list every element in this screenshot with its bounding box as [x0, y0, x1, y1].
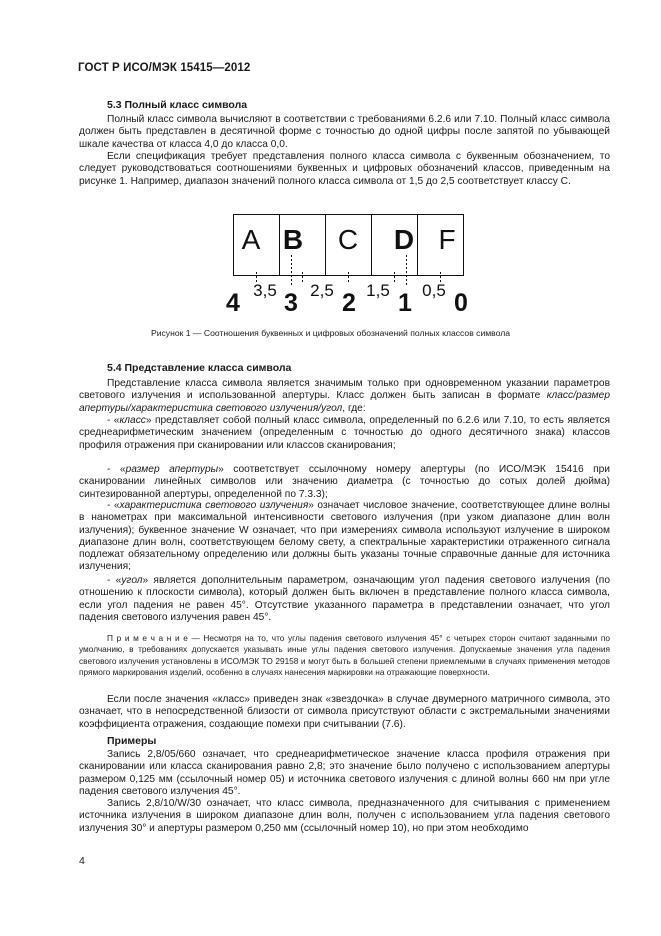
bullet-aperture: - «размер апертуры» соответствует ссылочному номеру апертуры (по ИСО/МЭК 15416 при сканировании линейных символов или значению диаметра (с точностью до сотых долей дюйма) синтезированной апертуры, определенной по 7.3.3);	[79, 464, 610, 500]
grade-letter-d: D	[393, 224, 415, 255]
grade-number-1: 1	[398, 289, 412, 317]
bullet-light: - «характеристика светового излучения» означает числовое значение, соответствующее длине волны в нанометрах при максимальной интенсивности светового излучения (при узком диапазоне длин волн излучения); буквенное значение W означает, что при измерениях символа используют излучение в широком диапазоне длин волн, соответствующем белому свету, а спектральные характеристики отраженного сигнала подлежат обязательному определению или должны быть указаны точные справочные данные для источника излучения;	[79, 500, 610, 573]
grade-half-3-5: 3,5	[253, 281, 277, 300]
grade-half-2-5: 2,5	[310, 281, 334, 300]
section-5-3-heading: 5.3 Полный класс символа	[107, 99, 248, 111]
grade-letter-c: C	[337, 224, 359, 255]
grade-letter-f: F	[438, 224, 456, 255]
grade-letter-b: B	[282, 224, 304, 255]
grade-letter-a: A	[241, 224, 261, 255]
section-5-4-paragraph-1: Представление класса символа является значимым только при одновременном указании параметров светового излучения и использованной апертуры. Класс должен быть записан в формате класс/размер апертуры/характеристика светового излучения/угол, где:	[79, 378, 610, 414]
grade-scale-figure	[215, 210, 475, 322]
examples-heading: Примеры	[107, 735, 157, 747]
note-label: П р и м е ч а н и е	[107, 633, 188, 643]
document-header: ГОСТ Р ИСО/МЭК 15415—2012	[78, 62, 251, 74]
grade-number-4: 4	[226, 289, 240, 317]
grade-half-0-5: 0,5	[422, 281, 446, 300]
section-5-3-paragraph-2: Если спецификация требует представления полного класса символа с буквенным обозначением, то следует руководствоваться соотношениями буквенных и цифровых обозначений классов, приведенным на рисунке 1. Например, диапазон значений полного класса символа от 1,5 до 2,5 соответствует классу С.	[79, 151, 610, 187]
grade-number-0: 0	[454, 289, 468, 317]
example-1: Запись 2,8/05/660 означает, что среднеарифметическое значение класса профиля отражения при сканировании или класса сканирования равно 2,8; это значение было получено с использованием апертуры размером 0,125 мм (ссылочный номер 05) и источника светового излучения с длиной волны 660 нм при угле падения светового излучения 45°.	[79, 749, 610, 797]
bullet-class: - «класс» представляет собой полный класс символа, определенный по 6.2.6 или 7.10, то есть является среднеарифметическим значением (определенным с точностью до одного десятичного знака) классов профиля отражения при сканировании или классов сканирования;	[79, 415, 611, 451]
grade-number-3: 3	[284, 289, 298, 317]
grade-half-1-5: 1,5	[366, 281, 390, 300]
page-number: 4	[79, 855, 85, 867]
grade-number-2: 2	[342, 289, 356, 317]
section-5-3-paragraph-1: Полный класс символа вычисляют в соответствии с требованиями 6.2.6 или 7.10. Полный класс символа должен быть представлен в десятичной форме с точностью до одной цифры после запятой по убывающей шкале качества от класса 4,0 до класса 0,0.	[79, 114, 610, 150]
bullet-angle: - «угол» является дополнительным параметром, означающим угол падения светового излучения (по отношению к плоскости символа), который должен быть включен в представление полного класса символа, если угол падения не равен 45°. Отсутствие указанного параметра в представлении означает, что угол падения светового излучения равен 45°.	[79, 575, 610, 623]
example-2: Запись 2,8/10/W/30 означает, что класс символа, предназначенного для считывания с применением источника излучения в широком диапазоне длин волн, получен с использованием угла падения светового излучения 30° и апертуры размером 0,250 мм (ссылочный номер 10), но при этом необходимо	[79, 798, 610, 834]
figure-caption: Рисунок 1 — Соотношения буквенных и цифровых обозначений полных классов символа	[150, 328, 511, 338]
section-5-4-paragraph-2: Если после значения «класс» приведен знак «звездочка» в случае двумерного матричного символа, это означает, что в непосредственной близости от символа присутствуют области с экстремальными значениями коэффициента отражения, создающие помехи при считывании (7.6).	[79, 694, 610, 730]
section-5-4-heading: 5.4 Представление класса символа	[107, 362, 292, 374]
note: П р и м е ч а н и е — Несмотря на то, что углы падения светового излучения 45° с четырех сторон считают заданными по умолчанию, в требованиях допускается указывать иные углы падения светового излучения. Допускаемые значения угла падения светового излучения установлены в ИСО/МЭК ТО 29158 и могут быть в большей степени приемлемыми в случаях применения методов прямого маркирования изделий, особенно в случаях нанесения маркировки на отражающие поверхности.	[79, 633, 610, 678]
